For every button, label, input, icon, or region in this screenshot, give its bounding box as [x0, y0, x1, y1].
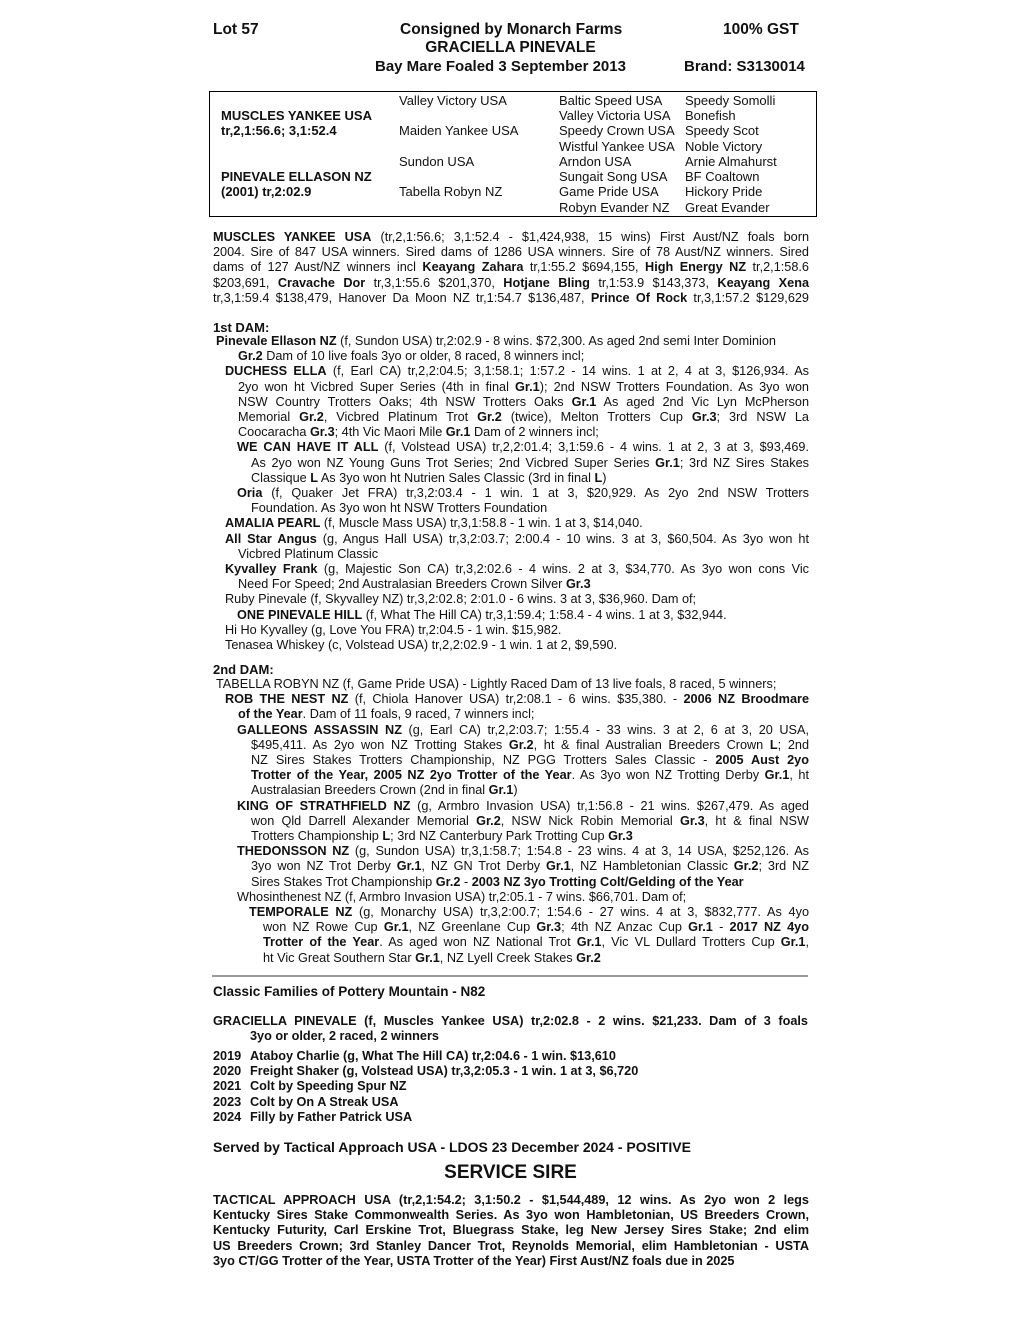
- pedigree-g4: Hickory Pride: [685, 184, 763, 199]
- service-line: Kentucky Futurity, Carl Erskine Trot, Bluegrass Stake, leg New Jersey Sires Stake; 2nd elim: [213, 1223, 809, 1238]
- second-dam-heading: 2nd DAM:: [213, 662, 274, 677]
- sire-progeny: Prince Of Rock: [590, 290, 688, 305]
- pedigree-g3: Valley Victoria USA: [559, 108, 671, 123]
- pedigree-g4: Great Evander: [685, 200, 770, 215]
- second-dam-line: Trotter of the Year, 2005 NZ 2yo Trotter of the Year. As 3yo won NZ Trotting Derby Gr.1, ht: [251, 768, 809, 783]
- foal-details: Freight Shaker (g, Volstead USA) tr,3,2:05.3 - 1 win. 1 at 3, $6,720: [250, 1064, 639, 1079]
- first-dam-line: Tenasea Whiskey (c, Volstead USA) tr,2,2:02.9 - 1 win. 1 at 2, $9,590.: [225, 638, 618, 652]
- sire-text: tr,3,1:57.2 $129,629: [687, 290, 809, 305]
- sire-text: tr,3,1:59.4 $138,479, Hanover Da Moon NZ tr,1:54.7 $136,487,: [213, 290, 591, 305]
- sire-text: tr,3,1:55.6 $201,370,: [365, 275, 504, 290]
- first-dam-line: Pinevale Ellason NZ (f, Sundon USA) tr,2:02.9 - 8 wins. $72,300. As aged 2nd semi Inter Dominion: [216, 334, 776, 348]
- foaled-info: Bay Mare Foaled 3 September 2013: [375, 58, 626, 75]
- pedigree-g3: Game Pride USA: [559, 184, 659, 199]
- sire-text: tr,1:55.2 $694,155,: [523, 260, 646, 275]
- foal-details: Colt by Speeding Spur NZ: [250, 1079, 407, 1094]
- first-dam-line: 2yo won ht Vicbred Super Series (4th in final Gr.1); 2nd NSW Trotters Foundation. As 3yo won: [238, 379, 809, 394]
- sire-summary-line: [213, 291, 809, 306]
- first-dam-line: Hi Ho Kyvalley (g, Love You FRA) tr,2:04.5 - 1 win. $15,982.: [225, 622, 562, 637]
- pedigree-g2: Sundon USA: [399, 154, 475, 169]
- first-dam-line: Ruby Pinevale (f, Skyvalley NZ) tr,3,2:02.8; 2:01.0 - 6 wins. 3 at 3, $36,960. Dam of;: [225, 592, 697, 607]
- foal-row: [213, 1079, 638, 1094]
- pedigree-g3: Speedy Crown USA: [559, 123, 675, 138]
- first-dam-line: Vicbred Platinum Classic: [238, 546, 379, 561]
- sire-summary-line: [213, 276, 809, 291]
- sire-name: MUSCLES YANKEE USA: [213, 230, 372, 244]
- foal-year: 2020: [213, 1064, 242, 1079]
- pedigree-sire: MUSCLES YANKEE USA: [221, 108, 372, 123]
- service-sire-details: [213, 1193, 809, 1269]
- pedigree-g3: Arndon USA: [559, 154, 632, 169]
- pedigree-g4: Speedy Scot: [685, 123, 759, 138]
- second-dam-line: Sires Stakes Trot Championship Gr.2 - 2003 NZ 3yo Trotting Colt/Gelding of the Year: [251, 874, 744, 889]
- foal-details: Colt by On A Streak USA: [250, 1094, 399, 1109]
- pedigree-g2: Maiden Yankee USA: [399, 123, 519, 138]
- first-dam-line: All Star Angus (g, Angus Hall USA) tr,3,2:03.7; 2:00.4 - 10 wins. 3 at 3, $60,504. As 3yo won ht: [225, 531, 809, 546]
- second-dam-line: ht Vic Great Southern Star Gr.1, NZ Lyell Creek Stakes Gr.2: [263, 950, 601, 965]
- service-line: TACTICAL APPROACH USA (tr,2,1:54.2; 3,1:50.2 - $1,544,489, 12 wins. As 2yo won 2 legs: [213, 1193, 809, 1207]
- first-dam-line: Memorial Gr.2, Vicbred Platinum Trot Gr.2 (twice), Melton Trotters Cup Gr.3; 3rd NSW La: [238, 410, 809, 424]
- sire-progeny: Keayang Xena: [717, 275, 810, 290]
- first-dam-heading: 1st DAM:: [213, 320, 270, 335]
- served-by: Served by Tactical Approach USA - LDOS 23 December 2024 - POSITIVE: [213, 1139, 691, 1155]
- first-dam-line: AMALIA PEARL (f, Muscle Mass USA) tr,3,1:58.8 - 1 win. 1 at 3, $14,040.: [225, 516, 643, 531]
- second-dam-line: of the Year. Dam of 11 foals, 9 raced, 7 winners incl;: [238, 707, 535, 722]
- sire-text: $203,691,: [213, 275, 278, 290]
- pedigree-sire-record: tr,2,1:56.6; 3,1:52.4: [221, 123, 337, 138]
- sire-text: dams of 127 Aust/NZ winners incl: [213, 260, 423, 275]
- second-dam-line: 3yo won NZ Trot Derby Gr.1, NZ GN Trot Derby Gr.1, NZ Hambletonian Classic Gr.2; 3rd NZ: [251, 859, 810, 874]
- produce-line: GRACIELLA PINEVALE (f, Muscles Yankee USA) tr,2:02.8 - 2 wins. $21,233. Dam of 3 foals: [213, 1014, 808, 1028]
- consignor: Consigned by Monarch Farms: [400, 21, 623, 38]
- second-dam-line: KING OF STRATHFIELD NZ (g, Armbro Invasion USA) tr,1:56.8 - 21 wins. $267,479. As aged: [237, 798, 809, 813]
- second-dam-line: $495,411. As 2yo won NZ Trotting Stakes Gr.2, ht & final Australian Breeders Crown L; 2nd: [251, 737, 810, 752]
- second-dam-line: Trotters Championship L; 3rd NZ Canterbury Park Trotting Cup Gr.3: [251, 829, 633, 843]
- foal-row: [213, 1049, 638, 1064]
- sire-progeny: Cravache Dor: [277, 275, 366, 290]
- pedigree-g3: Wistful Yankee USA: [559, 139, 675, 154]
- pedigree-g4: Arnie Almahurst: [685, 154, 777, 169]
- first-dam-line: Classique L As 3yo won ht Nutrien Sales Classic (3rd in final L): [251, 470, 607, 485]
- first-dam-line: Kyvalley Frank (g, Majestic Son CA) tr,3,2:02.6 - 4 wins. 2 at 3, $34,770. As 3yo won cons Vic: [225, 562, 809, 576]
- second-dam-line: GALLEONS ASSASSIN NZ (g, Earl CA) tr,2,2:03.7; 1:55.4 - 33 wins. 3 at 2, 6 at 3, 20 USA,: [237, 722, 809, 737]
- first-dam-line: Coocaracha Gr.3; 4th Vic Maori Mile Gr.1 Dam of 2 winners incl;: [238, 425, 599, 440]
- sire-progeny: Keayang Zahara: [422, 260, 524, 275]
- foal-year: 2019: [213, 1049, 242, 1063]
- first-dam-line: Need For Speed; 2nd Australasian Breeders Crown Silver Gr.3: [238, 577, 591, 592]
- second-dam-line: ROB THE NEST NZ (f, Chiola Hanover USA) tr,2:08.1 - 6 wins. $35,380. - 2006 NZ Broodmare: [225, 692, 809, 707]
- produce-line: 3yo or older, 2 raced, 2 winners: [250, 1029, 439, 1044]
- sire-progeny: Hotjane Bling: [503, 275, 590, 290]
- second-dam-line: Whosinthenest NZ (f, Armbro Invasion USA) tr,2:05.1 - 7 wins. $66,701. Dam of;: [237, 889, 687, 904]
- pedigree-g4: Speedy Somolli: [685, 93, 776, 108]
- family-heading: Classic Families of Pottery Mountain - N82: [213, 984, 486, 999]
- foal-row: [213, 1110, 638, 1125]
- pedigree-dam: PINEVALE ELLASON NZ: [221, 169, 372, 184]
- foal-details: Ataboy Charlie (g, What The Hill CA) tr,2:04.6 - 1 win. $13,610: [250, 1049, 616, 1063]
- first-dam-line: Gr.2 Dam of 10 live foals 3yo or older, 8 raced, 8 winners incl;: [238, 349, 585, 364]
- service-line: Kentucky Sires Stake Commonwealth Series. As 3yo won Hambletonian, US Breeders Crown,: [213, 1208, 809, 1223]
- pedigree-g4: Bonefish: [685, 108, 736, 123]
- second-dam-line: Trotter of the Year. As aged won NZ National Trot Gr.1, Vic VL Dullard Trotters Cup Gr.1,: [263, 935, 810, 950]
- sire-text: tr,2,1:58.6: [746, 260, 809, 275]
- foal-row: [213, 1095, 638, 1110]
- sire-progeny: High Energy NZ: [645, 260, 747, 275]
- section-divider: [212, 975, 808, 977]
- foal-row: [213, 1064, 638, 1079]
- foal-year: 2021: [213, 1079, 242, 1094]
- foal-year: 2024: [213, 1109, 242, 1124]
- lot-number: Lot 57: [213, 21, 259, 38]
- first-dam-line: Foundation. As 3yo won ht NSW Trotters Foundation: [251, 501, 548, 516]
- sire-summary: [213, 230, 809, 306]
- first-dam-line: As 2yo won NZ Young Guns Trot Series; 2nd Vicbred Super Series Gr.1; 3rd NZ Sires Stakes: [251, 455, 809, 470]
- brand-info: Brand: S3130014: [684, 58, 805, 75]
- foal-year: 2023: [213, 1094, 242, 1109]
- service-line: 3yo CT/GG Trotter of the Year, USTA Trotter of the Year) First Aust/NZ foals due in 2025: [213, 1253, 735, 1268]
- first-dam-line: Oria (f, Quaker Jet FRA) tr,3,2:03.4 - 1 win. 1 at 3, $20,929. As 2yo 2nd NSW Trotters: [237, 486, 809, 500]
- service-sire-title: SERVICE SIRE: [444, 1162, 577, 1183]
- foal-list: [213, 1049, 638, 1125]
- pedigree-g4: BF Coaltown: [685, 169, 760, 184]
- second-dam-line: THEDONSSON NZ (g, Sundon USA) tr,3,1:58.7; 1:54.8 - 23 wins. 4 at 3, 14 USA, $252,126. As: [237, 844, 809, 859]
- first-dam-line: NSW Country Trotters Oaks; 4th NSW Trotters Oaks Gr.1 As aged 2nd Vic Lyn McPherson: [238, 394, 809, 409]
- pedigree-g3: Baltic Speed USA: [559, 93, 663, 108]
- first-dam-line: ONE PINEVALE HILL (f, What The Hill CA) tr,3,1:59.4; 1:58.4 - 4 wins. 1 at 3, $32,944.: [237, 607, 727, 622]
- produce-summary: [213, 1014, 808, 1044]
- sire-summary-line: [213, 260, 809, 275]
- second-dam-line: TABELLA ROBYN NZ (f, Game Pride USA) - Lightly Raced Dam of 13 live foals, 8 raced, 5 winners;: [216, 677, 777, 691]
- service-line: US Breeders Crown; 3rd Stanley Dancer Trot, Reynolds Memorial, elim Hambletonian - USTA: [213, 1238, 809, 1253]
- foal-details: Filly by Father Patrick USA: [250, 1109, 413, 1124]
- gst-note: 100% GST: [723, 21, 799, 38]
- pedigree-dam-record: (2001) tr,2:02.9: [221, 184, 312, 199]
- pedigree-g2: Tabella Robyn NZ: [399, 184, 503, 199]
- first-dam-line: DUCHESS ELLA (f, Earl CA) tr,2,2:04.5; 3,1:58.1; 1:57.2 - 14 wins. 1 at 2, 4 at 3, $126,934. As: [225, 364, 810, 379]
- second-dam-line: won Qld Darrell Alexander Memorial Gr.2, NSW Nick Robin Memorial Gr.3, ht & final NSW: [251, 813, 809, 828]
- sire-text: tr,1:53.9 $143,373,: [589, 275, 718, 290]
- pedigree-g2: Valley Victory USA: [399, 93, 507, 108]
- second-dam-line: won NZ Rowe Cup Gr.1, NZ Greenlane Cup Gr.3; 4th NZ Anzac Cup Gr.1 - 2017 NZ 4yo: [263, 920, 809, 935]
- horse-name: GRACIELLA PINEVALE: [425, 39, 596, 56]
- sire-summary-line: 2004. Sire of 847 USA winners. Sired dams of 1286 USA winners. Sire of 78 Aust/NZ winners. Sired: [213, 245, 809, 260]
- first-dam-line: WE CAN HAVE IT ALL (f, Volstead USA) tr,2,2:01.4; 3,1:59.6 - 4 wins. 1 at 2, 3 at 3, $93,469.: [237, 440, 809, 455]
- second-dam-line: NZ Sires Stakes Trotters Championship, NZ PGG Trotters Sales Classic - 2005 Aust 2yo: [251, 753, 809, 767]
- sire-summary-line: [213, 230, 809, 245]
- second-dam-line: TEMPORALE NZ (g, Monarchy USA) tr,3,2:00.7; 1:54.6 - 27 wins. 4 at 3, $832,777. As 4yo: [249, 905, 809, 919]
- second-dam-line: Australasian Breeders Crown (2nd in final Gr.1): [251, 783, 518, 798]
- pedigree-g4: Noble Victory: [685, 139, 763, 154]
- pedigree-g3: Sungait Song USA: [559, 169, 668, 184]
- sire-text: (tr,2,1:56.6; 3,1:52.4 - $1,424,938, 15 wins) First Aust/NZ foals born: [371, 230, 809, 244]
- pedigree-g3: Robyn Evander NZ: [559, 200, 670, 215]
